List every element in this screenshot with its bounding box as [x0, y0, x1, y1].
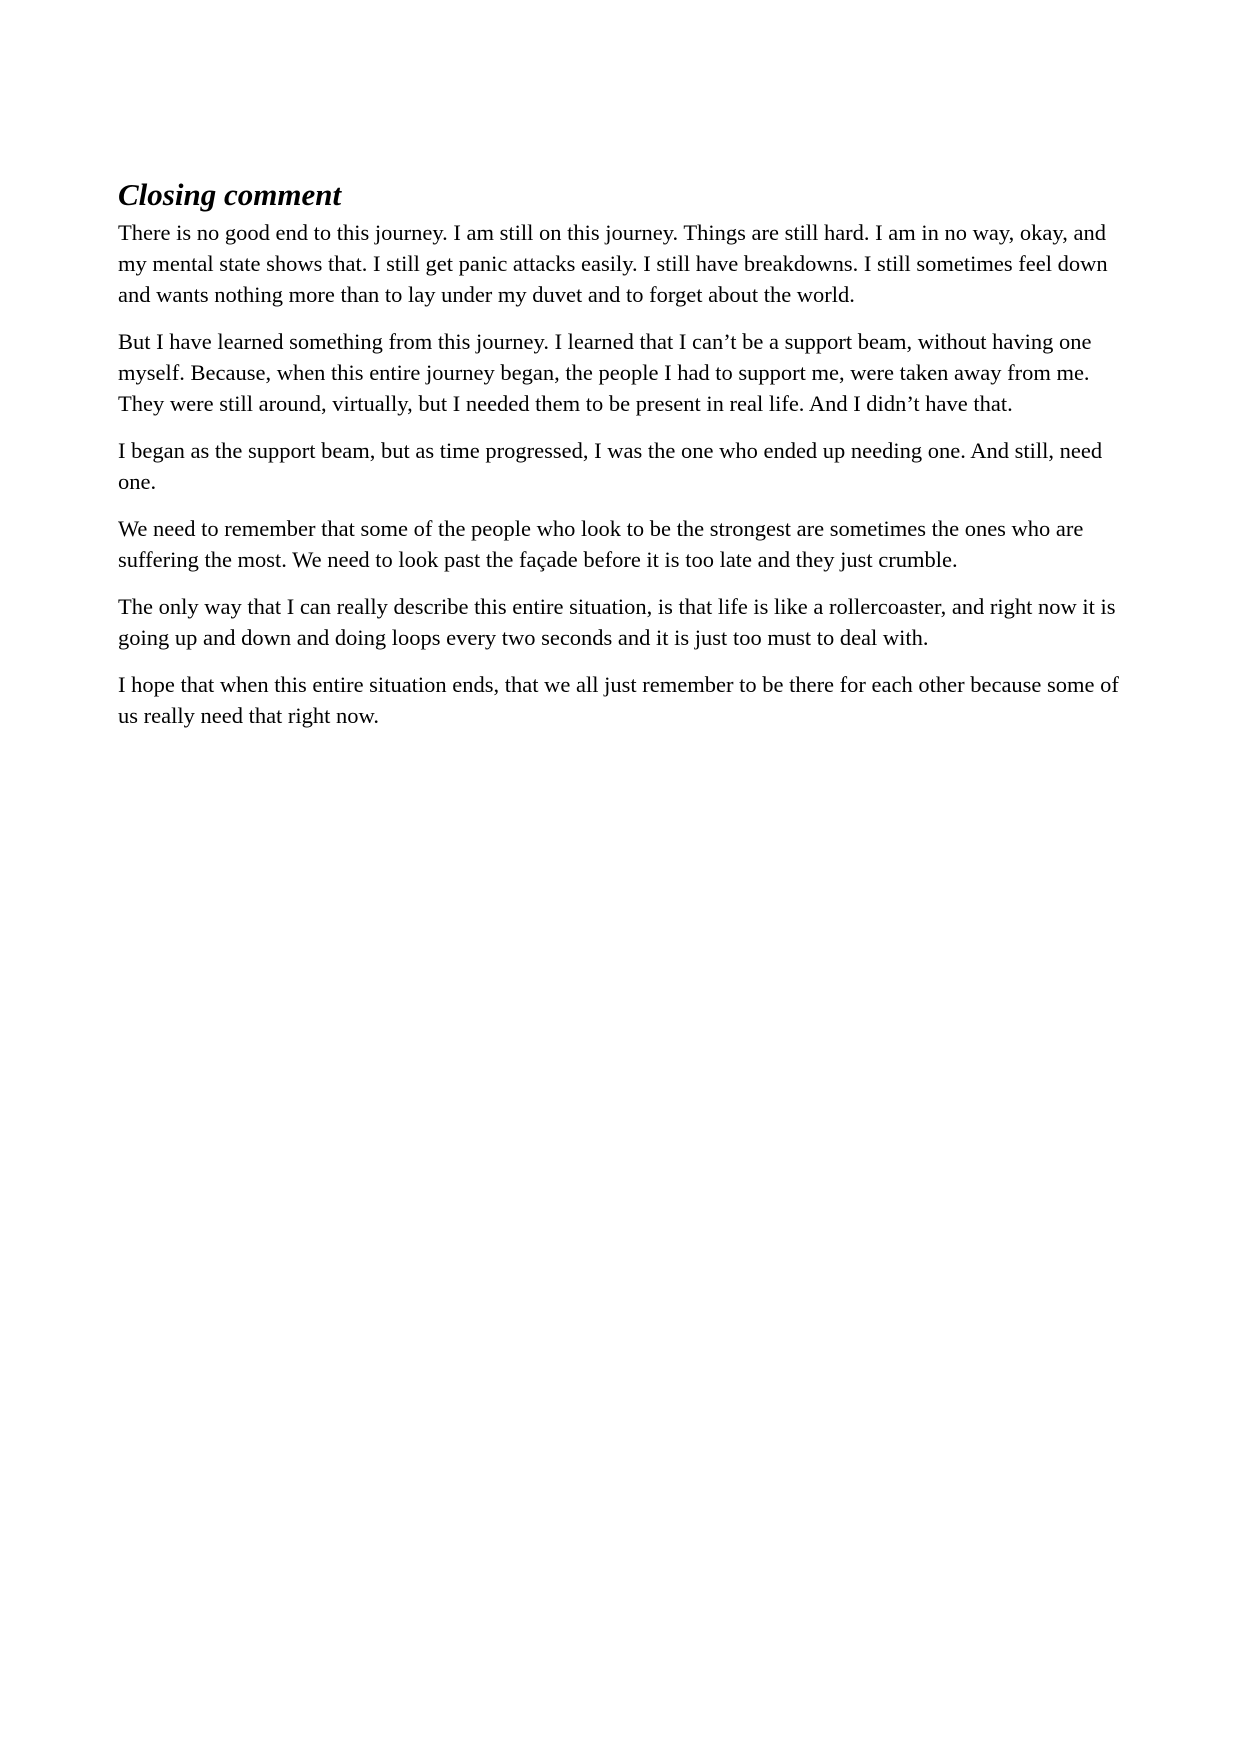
paragraph-4: We need to remember that some of the people who look to be the strongest are sometimes the ones who are suffering the most. We need to look past the façade before it is too late and they just crumble. — [118, 516, 1084, 572]
document-body — [118, 176, 1130, 747]
paragraph-3: I began as the support beam, but as time progressed, I was the one who ended up needing one. And still, need one. — [118, 438, 1103, 494]
paragraph-6: I hope that when this entire situation ends, that we all just remember to be there for each other because some of us really need that right now. — [118, 672, 1119, 728]
paragraph-2: But I have learned something from this journey. I learned that I can’t be a support beam, without having one myself. Because, when this entire journey began, the people I had to support me, were taken away from me. They were still around, virtually, but I needed them to be present in real life. And I didn’t have that. — [118, 329, 1092, 416]
paragraph-1: There is no good end to this journey. I am still on this journey. Things are still hard. I am in no way, okay, and my mental state shows that. I still get panic attacks easily. I still have breakdowns. I still sometimes feel down and wants nothing more than to lay under my duvet and to forget about the world. — [118, 220, 1108, 307]
section-heading: Closing comment — [118, 177, 342, 212]
paragraph-5: The only way that I can really describe this entire situation, is that life is like a rollercoaster, and right now it is going up and down and doing loops every two seconds and it is just too must to deal with. — [118, 594, 1116, 650]
